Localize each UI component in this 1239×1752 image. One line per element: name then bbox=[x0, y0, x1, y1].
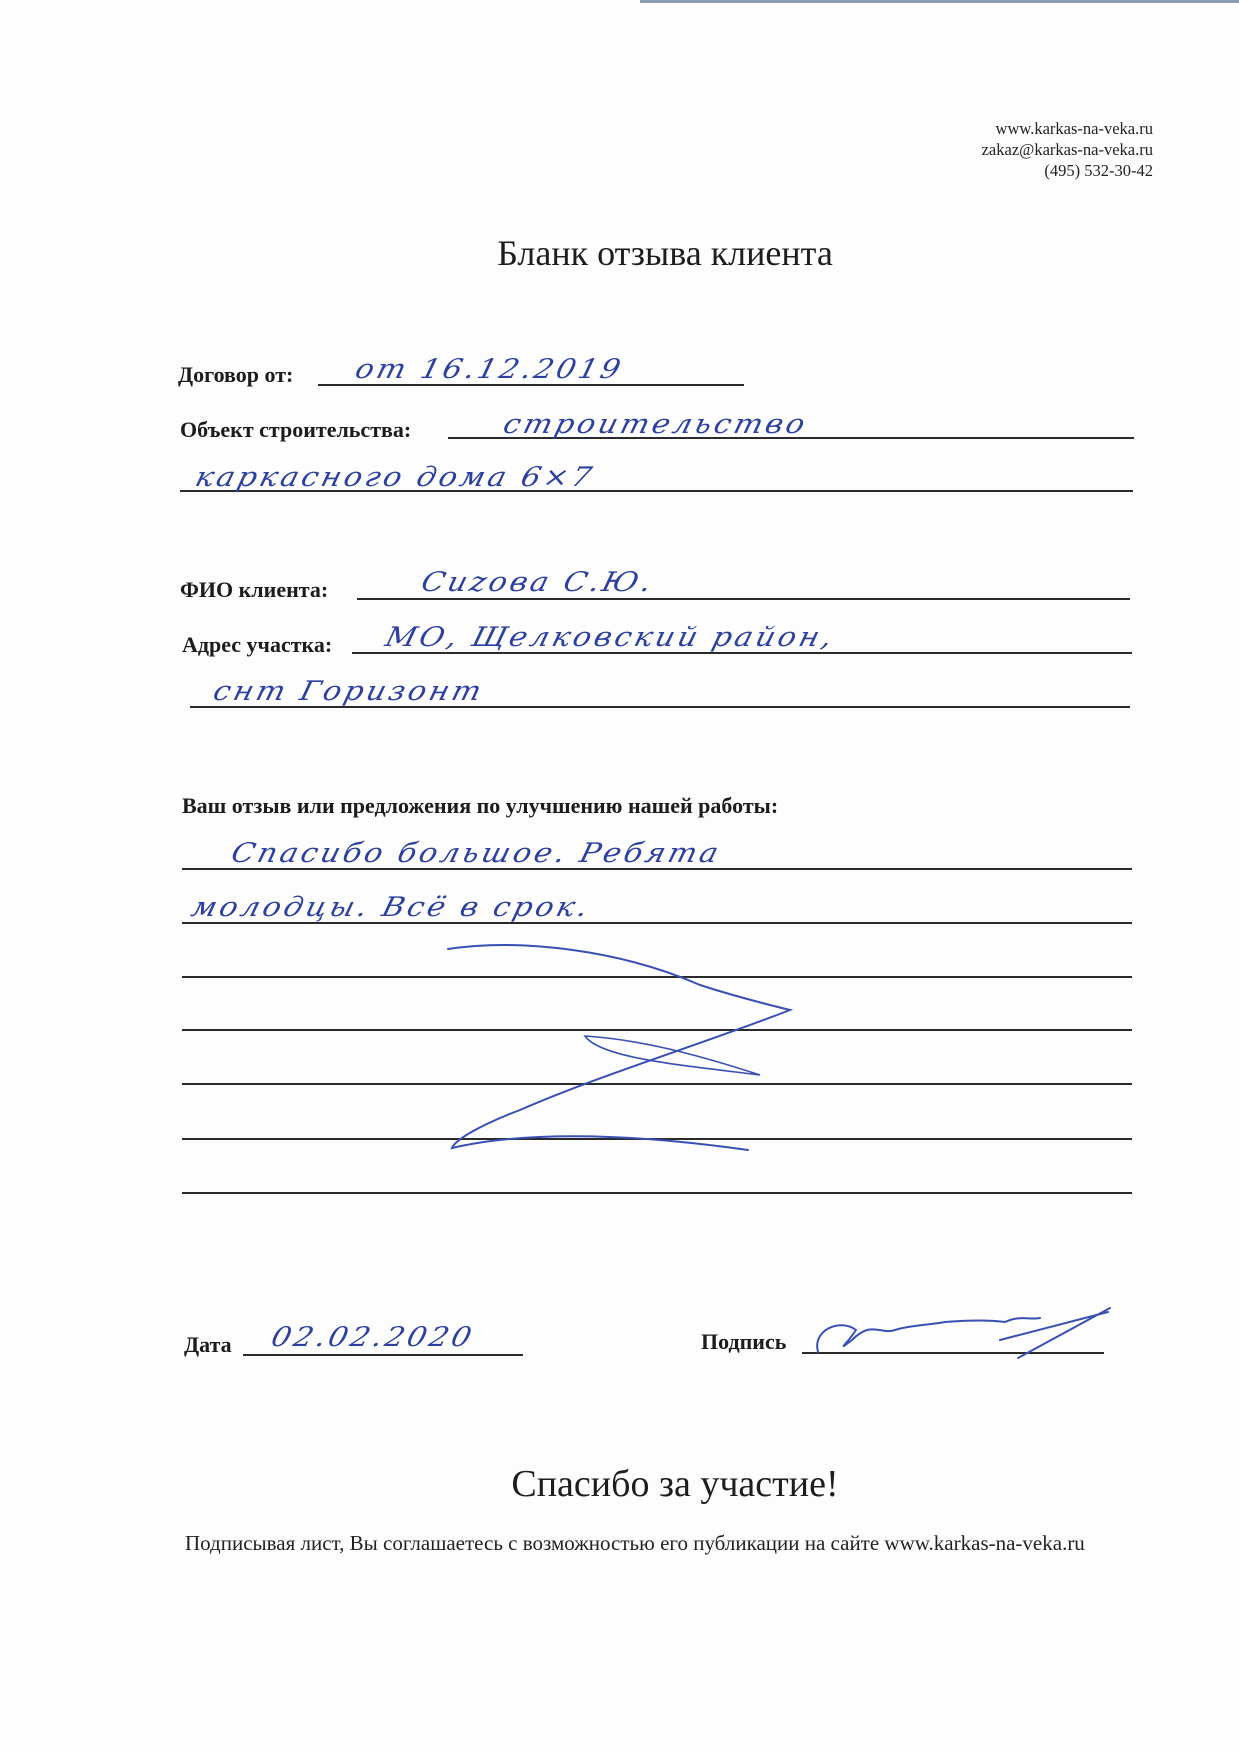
feedback-label: Ваш отзыв или предложения по улучшению нашей работы: bbox=[182, 793, 779, 818]
object-handwritten-line-1: строительство bbox=[500, 408, 812, 440]
client-name-handwritten-value: Сиzова С.Ю. bbox=[418, 566, 658, 598]
contract-handwritten-value: от 16.12.2019 bbox=[352, 353, 627, 385]
strike-through-loop bbox=[585, 1036, 760, 1075]
form-title: Бланк отзыва клиента bbox=[497, 233, 833, 273]
signature-line bbox=[802, 1352, 1104, 1354]
feedback-line-4 bbox=[182, 1029, 1132, 1031]
company-contacts bbox=[982, 118, 1153, 181]
feedback-line-5 bbox=[182, 1083, 1132, 1085]
address-label: Адрес участка: bbox=[182, 632, 333, 657]
address-handwritten-line-1: МО, Щелковский район, bbox=[382, 621, 839, 653]
address-handwritten-line-2: снт Горизонт bbox=[210, 675, 488, 707]
date-line bbox=[243, 1354, 523, 1356]
feedback-line-7 bbox=[182, 1192, 1132, 1194]
feedback-line-3 bbox=[182, 976, 1132, 978]
feedback-handwritten-line-2: молодцы. Всё в срок. bbox=[188, 891, 595, 923]
contract-label: Договор от: bbox=[178, 362, 294, 387]
signature-scribble bbox=[817, 1308, 1110, 1358]
client-name-label: ФИО клиента: bbox=[180, 577, 329, 602]
feedback-handwritten-line-1: Спасибо большое. Ребята bbox=[228, 837, 725, 869]
email-link[interactable]: zakaz@karkas-na-veka.ru bbox=[981, 140, 1153, 159]
publication-notice: Подписывая лист, Вы соглашаетесь с возможностью его публикации на сайте www.karkas-na-veka.ru bbox=[185, 1531, 1085, 1555]
scan-edge-mark bbox=[640, 0, 1239, 3]
signature-label: Подпись bbox=[701, 1329, 787, 1354]
website-link[interactable]: www.karkas-na-veka.ru bbox=[995, 119, 1153, 138]
object-handwritten-line-2: каркасного дома 6×7 bbox=[192, 461, 598, 493]
phone-number: (495) 532-30-42 bbox=[1044, 161, 1153, 180]
client-name-line bbox=[357, 598, 1130, 600]
thanks-message: Спасибо за участие! bbox=[511, 1463, 839, 1505]
date-handwritten-value: 02.02.2020 bbox=[268, 1321, 478, 1353]
object-label: Объект строительства: bbox=[180, 417, 412, 442]
date-label: Дата bbox=[184, 1332, 232, 1357]
feedback-line-6 bbox=[182, 1138, 1132, 1140]
